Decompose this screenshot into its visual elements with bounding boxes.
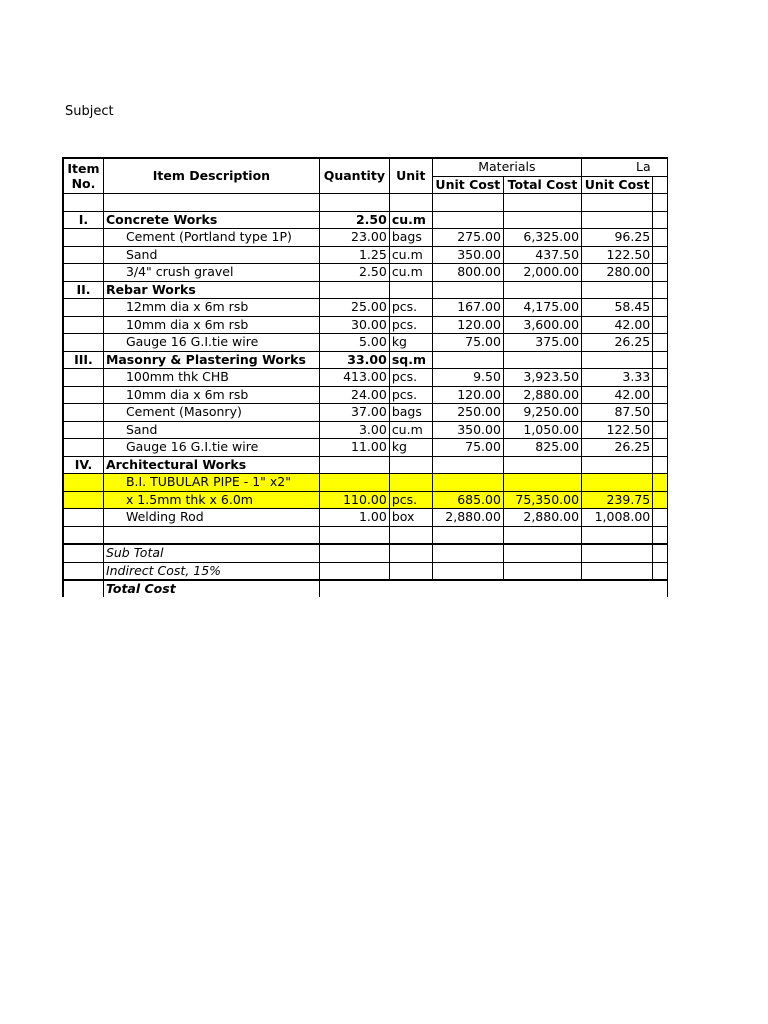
header-unit-cost: Unit Cost: [432, 176, 503, 194]
cost-table: [62, 157, 668, 597]
labor-extra-cell: [653, 246, 668, 264]
header-row-1: [63, 158, 668, 176]
labor-unit-cost-cell: 26.25: [582, 334, 653, 352]
quantity-cell: 24.00: [319, 386, 389, 404]
quantity-cell: [319, 281, 389, 299]
material-total-cost-cell: 437.50: [503, 246, 581, 264]
labor-unit-cost-cell: 3.33: [582, 369, 653, 387]
labor-extra-cell: [653, 334, 668, 352]
labor-extra-cell: [653, 229, 668, 247]
item-no-cell: [63, 474, 103, 492]
table-row: [63, 334, 668, 352]
material-total-cost-cell: 2,000.00: [503, 264, 581, 282]
item-no-cell: [63, 334, 103, 352]
indirect-cost-label: Indirect Cost, 15%: [103, 562, 319, 580]
material-unit-cost-cell: 167.00: [432, 299, 503, 317]
quantity-cell: 23.00: [319, 229, 389, 247]
labor-extra-cell: [653, 264, 668, 282]
description-cell: Masonry & Plastering Works: [103, 351, 319, 369]
material-total-cost-cell: 4,175.00: [503, 299, 581, 317]
item-no-cell: [63, 369, 103, 387]
description-cell: 12mm dia x 6m rsb: [103, 299, 319, 317]
unit-cell: cu.m: [389, 421, 432, 439]
sub-total-label: Sub Total: [103, 544, 319, 562]
cost-estimate-sheet: [62, 157, 668, 597]
unit-cell: bags: [389, 229, 432, 247]
material-total-cost-cell: 75,350.00: [503, 491, 581, 509]
labor-extra-cell: [653, 369, 668, 387]
labor-extra-cell: [653, 456, 668, 474]
material-total-cost-cell: 3,923.50: [503, 369, 581, 387]
material-unit-cost-cell: 120.00: [432, 316, 503, 334]
labor-unit-cost-cell: 87.50: [582, 404, 653, 422]
quantity-cell: 25.00: [319, 299, 389, 317]
table-row: [63, 386, 668, 404]
quantity-cell: 1.25: [319, 246, 389, 264]
unit-cell: bags: [389, 404, 432, 422]
description-cell: Sand: [103, 421, 319, 439]
material-unit-cost-cell: 2,880.00: [432, 509, 503, 527]
labor-unit-cost-cell: 42.00: [582, 386, 653, 404]
unit-cell: [389, 474, 432, 492]
labor-extra-cell: [653, 281, 668, 299]
header-total-cost: Total Cost: [503, 176, 581, 194]
quantity-cell: 5.00: [319, 334, 389, 352]
labor-unit-cost-cell: 1,008.00: [582, 509, 653, 527]
section-row: [63, 281, 668, 299]
material-unit-cost-cell: 75.00: [432, 334, 503, 352]
labor-extra-cell: [653, 474, 668, 492]
item-no-cell: III.: [63, 351, 103, 369]
material-total-cost-cell: [503, 456, 581, 474]
labor-unit-cost-cell: 42.00: [582, 316, 653, 334]
header-materials: Materials: [432, 158, 581, 176]
subject-label: Subject: [65, 104, 114, 119]
labor-unit-cost-cell: 26.25: [582, 439, 653, 457]
unit-cell: [389, 281, 432, 299]
table-row: [63, 264, 668, 282]
labor-unit-cost-cell: [582, 474, 653, 492]
unit-cell: sq.m: [389, 351, 432, 369]
table-row: [63, 509, 668, 527]
quantity-cell: 2.50: [319, 264, 389, 282]
material-unit-cost-cell: 685.00: [432, 491, 503, 509]
material-unit-cost-cell: 800.00: [432, 264, 503, 282]
header-unit: Unit: [389, 158, 432, 194]
material-total-cost-cell: 825.00: [503, 439, 581, 457]
labor-unit-cost-cell: [582, 351, 653, 369]
quantity-cell: 2.50: [319, 211, 389, 229]
section-row: [63, 211, 668, 229]
table-row: [63, 246, 668, 264]
table-row: [63, 369, 668, 387]
spacer-row-bottom: [63, 526, 668, 544]
material-total-cost-cell: 1,050.00: [503, 421, 581, 439]
table-row: [63, 299, 668, 317]
header-quantity: Quantity: [319, 158, 389, 194]
unit-cell: pcs.: [389, 316, 432, 334]
labor-extra-cell: [653, 439, 668, 457]
quantity-cell: 110.00: [319, 491, 389, 509]
description-cell: Cement (Portland type 1P): [103, 229, 319, 247]
labor-extra-cell: [653, 299, 668, 317]
description-cell: Rebar Works: [103, 281, 319, 299]
description-cell: Gauge 16 G.I.tie wire: [103, 439, 319, 457]
item-no-cell: II.: [63, 281, 103, 299]
item-no-cell: I.: [63, 211, 103, 229]
material-unit-cost-cell: 275.00: [432, 229, 503, 247]
labor-unit-cost-cell: 239.75: [582, 491, 653, 509]
unit-cell: pcs.: [389, 299, 432, 317]
total-cost-row: [63, 580, 668, 597]
labor-extra-cell: [653, 421, 668, 439]
item-no-cell: [63, 264, 103, 282]
item-no-cell: [63, 439, 103, 457]
labor-extra-cell: [653, 491, 668, 509]
table-row: [63, 229, 668, 247]
description-cell: Concrete Works: [103, 211, 319, 229]
material-unit-cost-cell: [432, 456, 503, 474]
unit-cell: box: [389, 509, 432, 527]
labor-unit-cost-cell: 280.00: [582, 264, 653, 282]
unit-cell: [389, 456, 432, 474]
description-cell: Architectural Works: [103, 456, 319, 474]
item-no-cell: [63, 299, 103, 317]
material-total-cost-cell: [503, 211, 581, 229]
item-no-cell: [63, 246, 103, 264]
material-unit-cost-cell: 120.00: [432, 386, 503, 404]
quantity-cell: [319, 474, 389, 492]
sub-total-row: [63, 544, 668, 562]
labor-extra-cell: [653, 316, 668, 334]
description-cell: 10mm dia x 6m rsb: [103, 386, 319, 404]
labor-extra-cell: [653, 404, 668, 422]
description-cell: B.I. TUBULAR PIPE - 1" x2": [103, 474, 319, 492]
quantity-cell: 37.00: [319, 404, 389, 422]
description-cell: 3/4" crush gravel: [103, 264, 319, 282]
table-row: [63, 474, 668, 492]
header-labor: La: [582, 158, 668, 176]
item-no-cell: [63, 316, 103, 334]
labor-extra-cell: [653, 211, 668, 229]
header-labor-extra: [653, 176, 668, 194]
unit-cell: cu.m: [389, 211, 432, 229]
material-unit-cost-cell: [432, 211, 503, 229]
labor-extra-cell: [653, 386, 668, 404]
material-unit-cost-cell: [432, 474, 503, 492]
material-total-cost-cell: 6,325.00: [503, 229, 581, 247]
material-total-cost-cell: 9,250.00: [503, 404, 581, 422]
labor-unit-cost-cell: 58.45: [582, 299, 653, 317]
item-no-cell: [63, 421, 103, 439]
material-unit-cost-cell: 250.00: [432, 404, 503, 422]
description-cell: 100mm thk CHB: [103, 369, 319, 387]
description-cell: Sand: [103, 246, 319, 264]
table-row: [63, 491, 668, 509]
table-row: [63, 404, 668, 422]
description-cell: Welding Rod: [103, 509, 319, 527]
material-total-cost-cell: 2,880.00: [503, 386, 581, 404]
unit-cell: pcs.: [389, 491, 432, 509]
quantity-cell: 3.00: [319, 421, 389, 439]
material-unit-cost-cell: [432, 281, 503, 299]
labor-unit-cost-cell: [582, 281, 653, 299]
section-row: [63, 351, 668, 369]
material-total-cost-cell: 2,880.00: [503, 509, 581, 527]
material-unit-cost-cell: 350.00: [432, 421, 503, 439]
unit-cell: pcs.: [389, 386, 432, 404]
material-total-cost-cell: [503, 281, 581, 299]
item-no-cell: [63, 229, 103, 247]
quantity-cell: [319, 456, 389, 474]
item-no-cell: [63, 404, 103, 422]
unit-cell: cu.m: [389, 246, 432, 264]
material-total-cost-cell: [503, 474, 581, 492]
total-cost-label: Total Cost: [103, 580, 319, 597]
material-total-cost-cell: 3,600.00: [503, 316, 581, 334]
quantity-cell: 413.00: [319, 369, 389, 387]
item-no-cell: [63, 386, 103, 404]
unit-cell: cu.m: [389, 264, 432, 282]
table-row: [63, 439, 668, 457]
material-unit-cost-cell: [432, 351, 503, 369]
material-unit-cost-cell: 75.00: [432, 439, 503, 457]
header-description: Item Description: [103, 158, 319, 194]
description-cell: 10mm dia x 6m rsb: [103, 316, 319, 334]
section-row: [63, 456, 668, 474]
unit-cell: pcs.: [389, 369, 432, 387]
material-total-cost-cell: [503, 351, 581, 369]
unit-cell: kg: [389, 439, 432, 457]
quantity-cell: 1.00: [319, 509, 389, 527]
labor-unit-cost-cell: [582, 211, 653, 229]
header-item-no: Item No.: [63, 158, 103, 194]
labor-unit-cost-cell: 96.25: [582, 229, 653, 247]
material-unit-cost-cell: 9.50: [432, 369, 503, 387]
description-cell: Cement (Masonry): [103, 404, 319, 422]
unit-cell: kg: [389, 334, 432, 352]
labor-unit-cost-cell: 122.50: [582, 246, 653, 264]
indirect-cost-row: [63, 562, 668, 580]
item-no-cell: [63, 491, 103, 509]
labor-extra-cell: [653, 509, 668, 527]
table-row: [63, 316, 668, 334]
labor-unit-cost-cell: [582, 456, 653, 474]
quantity-cell: 33.00: [319, 351, 389, 369]
quantity-cell: 11.00: [319, 439, 389, 457]
item-no-cell: [63, 509, 103, 527]
description-cell: x 1.5mm thk x 6.0m: [103, 491, 319, 509]
material-unit-cost-cell: 350.00: [432, 246, 503, 264]
labor-unit-cost-cell: 122.50: [582, 421, 653, 439]
quantity-cell: 30.00: [319, 316, 389, 334]
spacer-row: [63, 194, 668, 212]
table-row: [63, 421, 668, 439]
labor-extra-cell: [653, 351, 668, 369]
description-cell: Gauge 16 G.I.tie wire: [103, 334, 319, 352]
header-labor-unit-cost: Unit Cost: [582, 176, 653, 194]
item-no-cell: IV.: [63, 456, 103, 474]
material-total-cost-cell: 375.00: [503, 334, 581, 352]
